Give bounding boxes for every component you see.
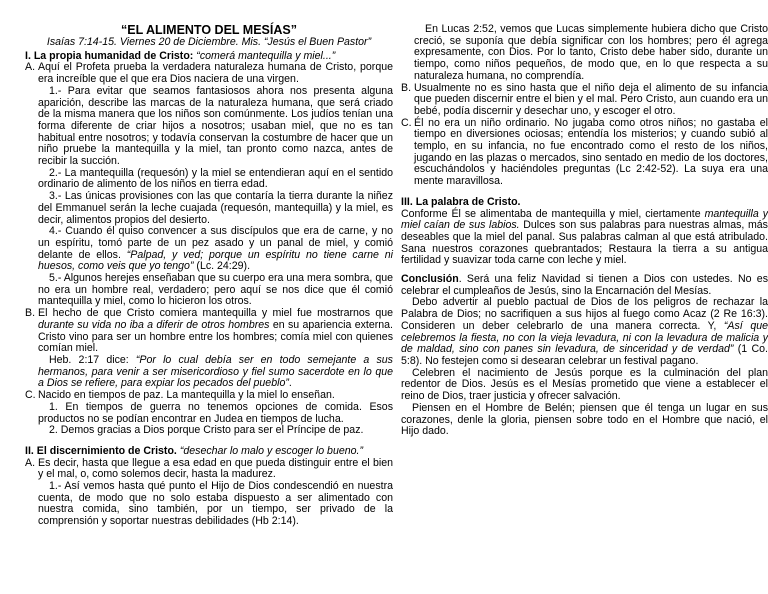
section-1-point-b [25,308,393,390]
point-b-hebrews [38,355,393,390]
section-2-point-b [401,83,768,118]
point-c-text: Nacido en tiempos de paz. La mantequilla y la miel lo enseñan. [38,389,335,402]
point-b-text [38,308,393,355]
conclusion-p2-quote: “Así que celebremos la fiesta, no con la vieja levadura, ni con la levadura de malicia y de maldad, sino con panes sin levadura, de sinceridad y de verdad” [401,319,768,356]
section-2-a-2: En Lucas 2:52, vemos que Lucas simplemente hubiera dicho que Cristo creció, se suponía que debía significar con los hombres; pero él agrega expresamente, con Dios. Por lo tanto, Cristo debe haber sido, durante un tiempo, como niños pequeños, de modo que, en lo que respecta a su naturaleza humana, no comprendía. [414,23,768,82]
section-2-point-a [25,458,393,528]
hebrews-quote: “Por lo cual debía ser en todo semejante a sus hermanos, para venir a ser misericordioso y fiel sumo sacerdote en lo que a Dios se refiere, para expiar los pecados del pueblo” [38,353,393,390]
conclusion-paragraph-3: Celebren el nacimiento de Jesús porque es la culminación del plan redentor de Dios. Jesús es el Mesías prometido que viene a establecer el reino de Dios, traer justicia y ofrecer salvación. [401,366,768,403]
section-3-text-a: Conforme Él se alimentaba de mantequilla y miel, ciertamente [401,207,701,220]
point-a-4 [38,226,393,273]
conclusion-p2-a: Debo advertir al pueblo pactual de Dios de los peligros de rechazar la Palabra de Dios; no sacrifiquen a sus hijos al fuego como Acaz (2 Re 16:3). Consideren un deber celebrarlo de una manera correcta. Y, [401,296,768,332]
section-2-point-c [401,118,768,188]
conclusion-title: Conclusión [401,273,459,286]
point-label: A. [25,456,36,469]
section-3-title: III. La palabra de Cristo. [401,195,521,208]
hebrews-end: . [288,377,292,390]
point-a-text: Aquí el Profeta prueba la verdadera naturaleza humana de Cristo, porque era increíble que el que era Dios naciera de una virgen. [38,61,393,86]
section-2-c-text: Él no era un niño ordinario. No jugaba como otros niños; no gastaba el tiempo en diversiones ociosas; entendía los misterios; y cuando subió al templo, en su infancia, no fue encontrado como el resto de los niños, jugando en las plazas o mercados, sino sentado en medio de los doctores, escuchándolos y haciéndoles preguntas (Lc 2:42-52). La suya era una mente maravillosa. [414,116,768,188]
point-a-1: 1.- Para evitar que seamos fantasiosos ahora nos presenta alguna aparición, describe las marcas de la naturaleza humana, que será criado de la misma manera que los niños son comúnmente. Los judíos tenían una forma diferente de criar hijos a nosotros; usaban miel, que no es tan habitual entre nosotros; y todavía conservan la costumbre de hacer que un niño pruebe la mantequilla y la miel, tan pronto como nazca, antes de recibir la succión. [38,84,393,168]
section-2-b-text: Usualmente no es sino hasta que el niño deja el alimento de su infancia que pueden discernir entre el bien y el mal. Pero Cristo, aun cuando era un bebé, podía discernir y desechar uno, y escoger el otro. [414,81,768,117]
point-label: A. [25,61,36,74]
section-2-title: II. El discernimiento de Cristo. [25,444,177,457]
section-2-a-1: 1.- Así vemos hasta qué punto el Hijo de Dios condescendió en nuestra cuenta, de modo que no solo estaba dispuesto a ser alimentado con nuestra comida, sino también, por un tiempo, ser privado de la comprensión y soportar nuestras debilidades (Hb 2:14). [38,480,393,528]
point-a-3: 3.- Las únicas provisiones con las que contaría la tierra durante la niñez del Emmanuel serán la leche cuajada (requesón, mantequilla) y la miel, es decir, alimentos propios del desierto. [38,190,393,226]
point-a-5: 5.- Algunos herejes enseñaban que su cuerpo era una mera sombra, que no era un hombre real, verdadero; pero aquí se nos dice que él comió mantequilla y miel, como lo hicieron los otros. [38,272,393,308]
conclusion-text: . Será una feliz Navidad si tienen a Dios con ustedes. No es celebrar el cumpleaños de Jesús, sino la Encarnación del Mesías. [401,273,768,297]
point-a-4-text: 4.- Cuando él quiso convencer a sus discípulos que era de carne, y no un espíritu, tomó parte de un pez asado y un panal de miel, y comió delante de ellos. [38,225,393,261]
point-label: B. [401,81,412,94]
page-title: “EL ALIMENTO DEL MESÍAS” [121,23,297,37]
conclusion-paragraph [401,274,768,297]
section-2-a-text: Es decir, hasta que llegue a esa edad en que pueda distinguir entre el bien y el mal, o, como solemos decir, hasta la madurez. [38,456,393,481]
conclusion-paragraph-2 [401,297,768,367]
section-1-point-c [25,390,393,437]
section-1-point-a [25,62,393,308]
section-2-heading [25,446,393,458]
point-label: C. [401,116,412,129]
point-b-text-a: El hecho de que Cristo comiera mantequilla y miel fue mostrarnos que [38,307,393,320]
section-3-quote: mantequilla y miel caían de sus labios. [401,207,768,232]
hebrews-ref: Heb. 2:17 dice: [49,353,129,366]
section-1-title: I. La propia humanidad de Cristo: [25,49,194,62]
point-c-1: 1. En tiempos de guerra no tenemos opciones de comida. Esos productos no se podían encontrar en Judea en tiempos de lucha. [38,400,393,425]
point-a-2: 2.- La mantequilla (requesón) y la miel se entendieran aquí en el sentido ordinario de alimento de los niños en tierra edad. [38,166,393,191]
point-label: C. [25,389,36,402]
section-2-a-continued [401,24,768,83]
right-column [401,24,768,438]
conclusion-p2-b: (1 Co. 5:8). No festejen como si desearan celebrar un festival pagano. [401,343,768,367]
section-3-text [401,209,768,268]
left-column [25,23,393,528]
section-2-quote: “desechar lo malo y escoger lo bueno.” [179,444,363,457]
point-c-2: 2. Demos gracias a Dios porque Cristo para ser el Príncipe de paz. [49,424,364,437]
point-a-4-quote: “Palpad, y ved; porque un espíritu no tiene carne ni huesos, como veis que yo tengo” [38,248,393,273]
point-a-4-ref: (Lc. 24:29). [196,260,251,273]
point-b-text-b: en su apariencia externa. Cristo vino para ser un hombre entre los hombres; comía miel con quienes comían miel. [38,318,393,355]
subtitle: Isaías 7:14-15. Viernes 20 de Diciembre. Mis. “Jesús el Buen Pastor” [46,36,372,48]
point-label: B. [25,307,36,320]
section-3-text-b: Dulces son sus palabras para nuestras almas, más deseables que la miel del panal. Sus palabras calman al que está atribulado. Sana nuestros corazones quebrantados; Restaura la tierra a su antigua fertilidad y suavizar toda carne con leche y miel. [401,219,768,267]
section-1-quote: “comerá mantequilla y miel...” [196,49,336,62]
point-b-quote: durante su vida no iba a diferir de otros hombres [38,318,270,331]
conclusion-paragraph-4: Piensen en el Hombre de Belén; piensen que él tenga un lugar en sus corazones, denle la gloria, piensen sobre todo en el Hombre que nació, el Hijo dado. [401,401,768,438]
